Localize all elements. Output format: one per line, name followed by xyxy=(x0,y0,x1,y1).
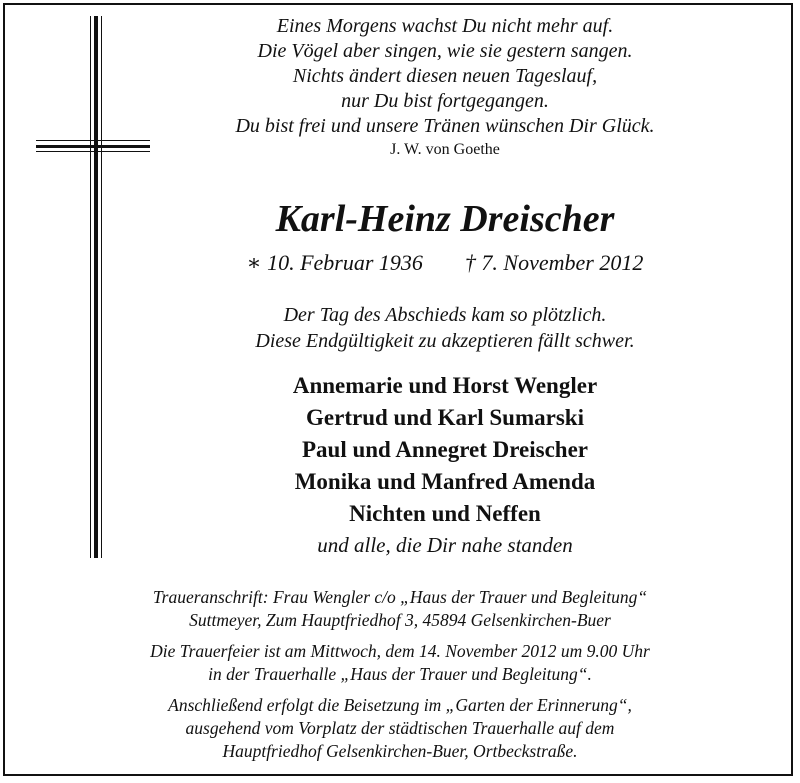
poem-author: J. W. von Goethe xyxy=(390,141,500,158)
ceremony-block xyxy=(20,640,780,686)
deceased-name: Karl-Heinz Dreischer xyxy=(275,198,615,240)
info-line: Hauptfriedhof Gelsenkirchen-Buer, Ortbeckstraße. xyxy=(222,741,578,761)
farewell-quote xyxy=(150,302,740,354)
info-line: Anschließend erfolgt die Beisetzung im „Garten der Erinnerung“, xyxy=(168,695,632,715)
quote-line: Diese Endgültigkeit zu akzeptieren fällt schwer. xyxy=(255,330,635,352)
poem-line: nur Du bist fortgegangen. xyxy=(341,90,549,112)
birth-date: ∗ 10. Februar 1936 xyxy=(246,250,423,275)
mourner: Gertrud und Karl Sumarski xyxy=(306,405,584,430)
poem-line: Du bist frei und unsere Tränen wünschen Dir Glück. xyxy=(235,115,655,137)
cross-icon xyxy=(36,16,150,558)
mourner: Paul und Annegret Dreischer xyxy=(301,437,589,462)
mourner: Annemarie und Horst Wengler xyxy=(292,373,598,398)
info-line: Suttmeyer, Zum Hauptfriedhof 3, 45894 Gelsenkirchen-Buer xyxy=(189,610,611,630)
poem-line: Die Vögel aber singen, wie sie gestern sangen. xyxy=(257,40,633,62)
mourners-extra: und alle, die Dir nahe standen xyxy=(317,533,573,557)
mourner: Nichten und Neffen xyxy=(349,501,541,526)
death-date: † 7. November 2012 xyxy=(464,250,644,275)
burial-block xyxy=(20,694,780,763)
info-line: ausgehend vom Vorplatz der städtischen Trauerhalle auf dem xyxy=(185,718,615,738)
poem xyxy=(150,14,740,161)
info-line: Traueranschrift: Frau Wengler c/o „Haus der Trauer und Begleitung“ xyxy=(152,587,648,607)
funeral-info xyxy=(20,586,780,771)
address-block xyxy=(20,586,780,632)
mourner: Monika und Manfred Amenda xyxy=(294,469,596,494)
poem-line: Nichts ändert diesen neuen Tageslauf, xyxy=(292,65,598,87)
mourners-list xyxy=(150,370,740,530)
info-line: Die Trauerfeier ist am Mittwoch, dem 14. November 2012 um 9.00 Uhr xyxy=(150,641,650,661)
poem-line: Eines Morgens wachst Du nicht mehr auf. xyxy=(276,15,614,37)
info-line: in der Trauerhalle „Haus der Trauer und Begleitung“. xyxy=(208,664,592,684)
quote-line: Der Tag des Abschieds kam so plötzlich. xyxy=(283,304,607,326)
life-dates xyxy=(150,249,740,277)
